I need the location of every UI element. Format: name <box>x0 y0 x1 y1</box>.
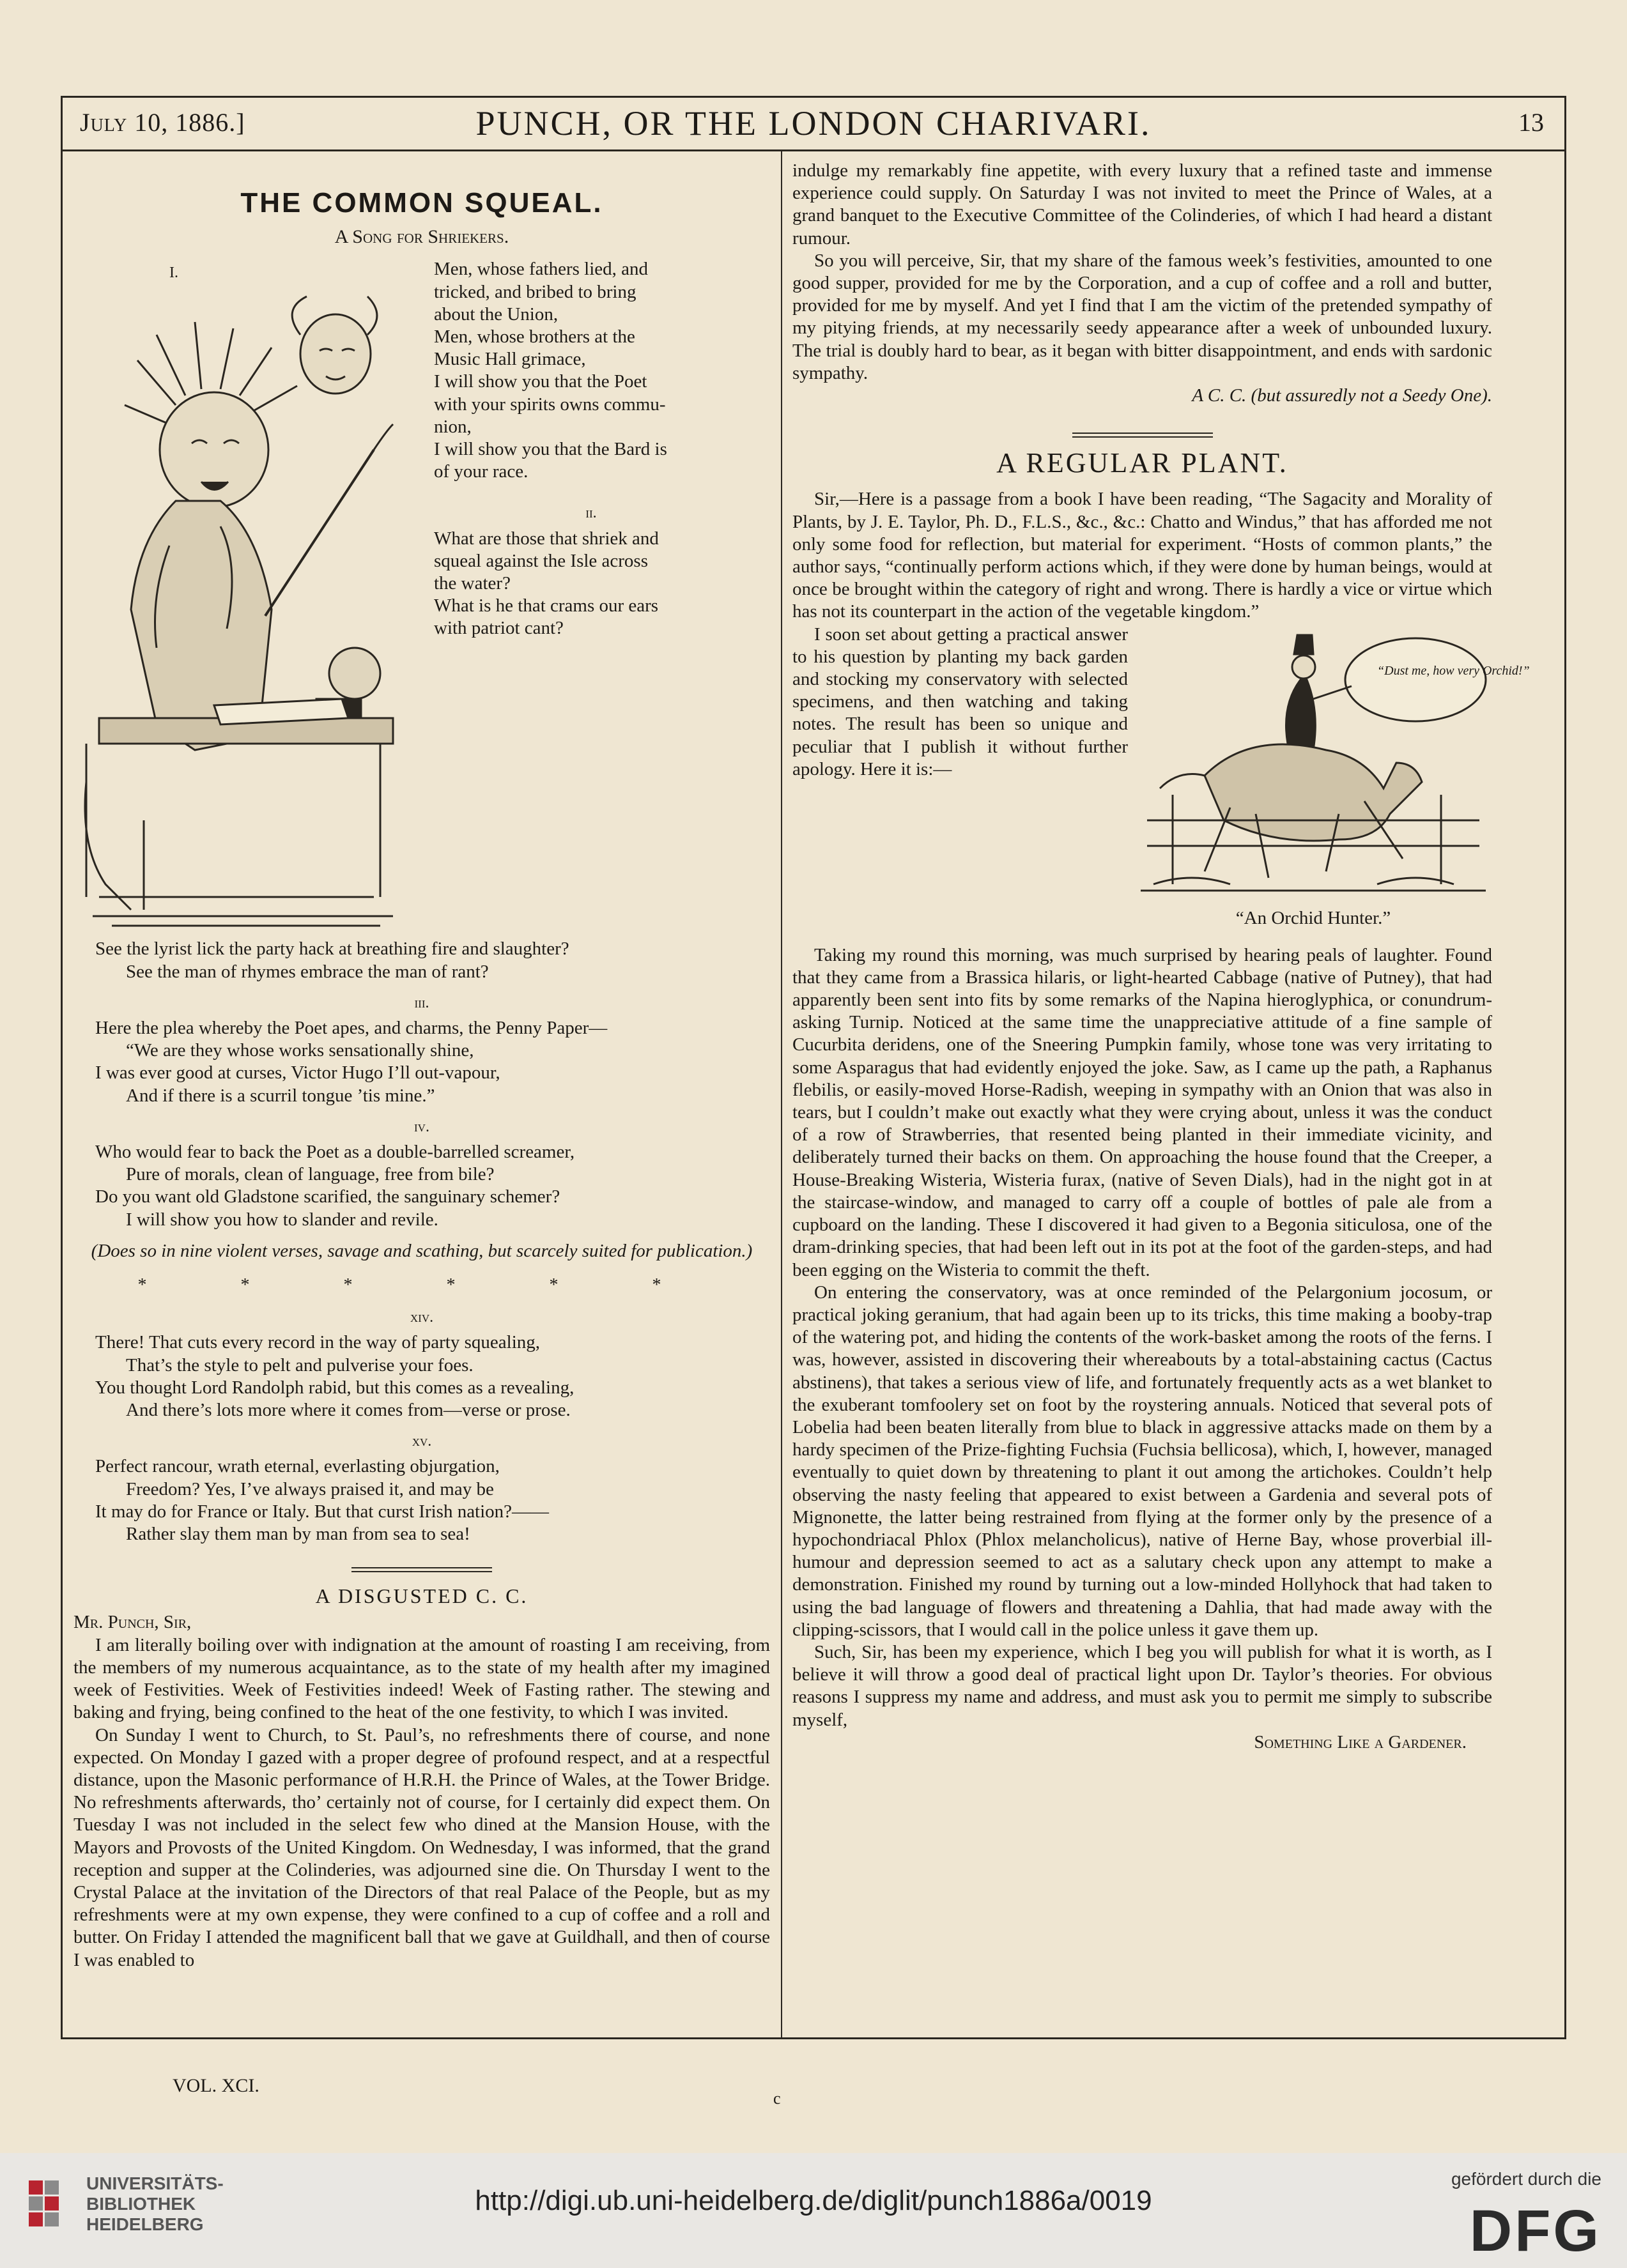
issue-date: July 10, 1886.] <box>80 108 245 137</box>
stanza4-line: Pure of morals, clean of language, free from bile? <box>126 1164 495 1185</box>
disgusted-paragraph: On Sunday I went to Church, to St. Paul’s, no refreshments there of course, and none expected. On Monday I gazed with a proper degree of profound respect, and at a respectful distance, upon the Masonic performance of H.R.H. the Prince of Wales, at the Tower Bridge. No refreshments afterwards, tho’ certainly not of course, for I certainly did expect them. On Tuesday I was not included in the select few who dined at the Mansion House, with the Mayors and Provosts of the United Kingdom. On Wednesday, I was informed, that the grand reception and supper at the Colinderies, was adjourned sine die. On Thursday I went to the Crystal Palace at the invitation of the Directors of that real Palace of the People, but as my refreshments were at my own expense, they were confined to a cup of coffee and a roll and butter. On Friday I attended the magnificent ball that we gave at Guildhall, and then of course I was enabled to <box>73 1724 770 1970</box>
stanza-num-15: xv. <box>412 1433 432 1450</box>
stanza1-line: of your race. <box>434 461 528 482</box>
section-divider <box>1072 433 1213 438</box>
stanza2-line: What is he that crams our ears <box>434 595 659 617</box>
stanza-num-1: I. <box>169 264 178 282</box>
stanza1-line: Music Hall grimace, <box>434 349 586 370</box>
plant-paragraph: Such, Sir, has been my experience, which I beg you will publish for what it is worth, as I believe it will throw a good deal of practical light upon Dr. Taylor’s theories. For obvious reasons I suppress my name and address, and must ask you to permit me simply to subscribe myself, <box>792 1641 1492 1730</box>
disgusted-signature: A C. C. (but assuredly not a Seedy One). <box>1192 385 1492 406</box>
stanza15-line: Perfect rancour, wrath eternal, everlasting objurgation, <box>95 1456 500 1477</box>
disgusted-paragraph: I am literally boiling over with indignation at the amount of roasting I am receiving, from the members of my numerous acquaintance, as to the state of my health after my imagined week of Festivities. Week of Festivities indeed! Week of Fasting rather. The stewing and baking and frying, being confined to the heat of the one festivity, to which I was invited. <box>73 1634 770 1723</box>
stanza1-line: nion, <box>434 416 472 437</box>
stanza2-line: What are those that shriek and <box>434 528 659 549</box>
stanza-num-2: ii. <box>585 505 597 522</box>
stanza1-line: about the Union, <box>434 303 559 325</box>
squeal-subtitle: A Song for Shriekers. <box>334 226 509 248</box>
masthead-title: PUNCH, OR THE LONDON CHARIVARI. <box>475 104 1152 142</box>
stanza14-line: There! That cuts every record in the way of party squealing, <box>95 1332 540 1353</box>
stanza1-line: I will show you that the Poet <box>434 371 647 392</box>
stanza2-line: See the man of rhymes embrace the man of rant? <box>126 961 489 982</box>
stanza4-line: Who would fear to back the Poet as a double-barrelled screamer, <box>95 1142 575 1163</box>
stanza-num-14: xiv. <box>410 1309 434 1326</box>
page-number: 13 <box>1518 108 1544 137</box>
plant-paragraph: Taking my round this morning, was much surprised by hearing peals of laughter. Found that they came from a Brassica hilaris, or light-hearted Cabbage (native of Putney), that had apparently been sent into fits by some remarks of the Napina hieroglyphica, or conundrum-asking Turnip. Noticed at the same time the unappreciative attitude of a fine sample of Cucurbita deridens, one of the Sneering Pumpkin family, whose tone was very irritating to some Asparagus that had evidently enjoyed the joke. Saw, as I came up the path, a Raphanus flebilis, or easily-moved Horse-Radish, weeping in sympathy with an Onion that was also in tears, but I couldn’t make out exactly what they were crying about, unless it was the conduct of a row of Strawberries, that resented being planted in their immediate vicinity, and deliberately turned their backs on them. On approaching the house found that the Creeper, a House-Breaking Wisteria, Wisteria furax, (native of Seven Dials), had in the night got in at the staircase-window, and managed to carry off a couple of bottles of pale ale from a cupboard on the landing. These I discovered it had given to a Begonia siticulosa, one of the dram-drinking species, that had been left out in its pot at the foot of the garden-steps, and had been egging on the Wisteria to commit the theft. <box>792 944 1492 1280</box>
stanza1-line: Men, whose fathers lied, and <box>434 259 649 280</box>
stanza3-line: And if there is a scurril tongue ’tis mine.” <box>126 1085 435 1106</box>
disgusted-continued: So you will perceive, Sir, that my share of the famous week’s festivities, amounted to one good supper, provided for me by the Corporation, and a cup of coffee and a roll and butter, provided for me by myself. And yet I find that I am the victim of the pretended sympathy of my pitying friends, at my necessarily seedy appearance after a week of unbounded luxury. The trial is doubly hard to bear, as it began with bitter disappointment, and ends with sardonic sympathy. <box>792 250 1492 383</box>
column-divider <box>781 151 782 2039</box>
header-rule <box>61 149 1566 151</box>
plant-title: A REGULAR PLANT. <box>996 447 1288 479</box>
library-name: UNIVERSITÄTS- BIBLIOTHEK HEIDELBERG <box>86 2173 224 2234</box>
stanza3-line: I was ever good at curses, Victor Hugo I’ll out-vapour, <box>95 1062 500 1084</box>
shrieking-poet-illustration <box>73 258 406 935</box>
editorial-note: (Does so in nine violent verses, savage and scathing, but scarcely suited for publication.) <box>91 1240 753 1261</box>
funding-caption: gefördert durch die <box>1451 2169 1601 2189</box>
stanza15-line: Rather slay them man by man from sea to sea! <box>126 1524 470 1545</box>
stanza1-line: with your spirits owns commu- <box>434 394 666 415</box>
stanza4-line: Do you want old Gladstone scarified, the sanguinary schemer? <box>95 1186 560 1207</box>
squeal-title: THE COMMON SQUEAL. <box>240 187 603 218</box>
right-column <box>792 160 1530 1754</box>
orchid-hunter-illustration <box>1134 629 1530 935</box>
stanza14-line: And there’s lots more where it comes from—verse or prose. <box>126 1400 571 1421</box>
stanza15-line: It may do for France or Italy. But that curst Irish nation?—— <box>95 1501 550 1522</box>
page-header <box>61 96 1566 150</box>
plant-signature: Something Like a Gardener. <box>1254 1731 1467 1752</box>
stanza1-line: Men, whose brothers at the <box>434 326 635 348</box>
speech-balloon-text: “Dust me, how very Orchid!” <box>1377 663 1530 678</box>
source-url-link[interactable]: http://digi.ub.uni-heidelberg.de/diglit/punch1886a/0019 <box>475 2185 1152 2216</box>
dfg-logo: DFG <box>1469 2198 1601 2264</box>
stanza2-line: See the lyrist lick the party hack at breathing fire and slaughter? <box>95 939 569 960</box>
stanza15-line: Freedom? Yes, I’ve always praised it, and may be <box>126 1478 494 1499</box>
volume-number: VOL. XCI. <box>173 2075 259 2096</box>
stanza-num-4: iv. <box>414 1118 429 1135</box>
stanza2-line: squeal against the Isle across <box>434 550 649 571</box>
stanza14-line: You thought Lord Randolph rabid, but this comes as a revealing, <box>95 1377 574 1398</box>
stanza3-line: “We are they whose works sensationally shine, <box>126 1040 474 1061</box>
stanza4-line: I will show you how to slander and revile. <box>126 1209 438 1230</box>
stanza-num-3: iii. <box>414 994 429 1011</box>
plant-paragraph: On entering the conservatory, was at once reminded of the Pelargonium jocosum, or practical joking geranium, that had again been up to its tricks, this time making a booby-trap of the watering pot, and hiding the contents of the work-basket among the roots of the ferns. I was, however, assisted in discovering their whereabouts by a total-abstaining cactus (Cactus abstinens), that takes a serious view of life, and fortunately frequently acts as a wet blanket to the exuberant tomfoolery set on foot by the roystering annuals. Noticed that several pots of Lobelia had been beaten literally from blue to black in aggressive attacks made on them by a hardy specimen of the Prize-fighting Fuchsia (Fuchsia bellicosa), which, I, however, managed eventually to quiet down by threatening to plant it out among the artichokes. Couldn’t help observing the nasty feeling that appeared to exist between a Gardenia and several pots of Mignonette, the latter being restrained from flying at the former only by the presence of a hypochondriacal Phlox (Phlox melancholicus), native of Herne Bay, whose proverbial ill-humour and depression seemed to act as a salutary check upon any attempt to make a demonstration. Finished my round by turning out a low-minded Hollyhock that had taken to using the bad language of flowers and threatening a Dahlia, that had made away with the clipping-scissors, that I would call in the police unless it gave them up. <box>792 1282 1492 1640</box>
disgusted-title: A DISGUSTED C. C. <box>315 1584 528 1608</box>
stanza1-line: I will show you that the Bard is <box>434 439 667 460</box>
plant-intro: Sir,—Here is a passage from a book I have been reading, “The Sagacity and Morality of Plants, by J. E. Taylor, Ph. D., F.L.S., &c., &c.: Chatto and Windus,” that has afforded me not only some food for reflection, but material for experiment. “Hosts of common plants,” the author says, “continually perform actions which, if they were done by human beings, would at once be brought within the category of right and wrong. There is hardly a vice or virtue which has not its counterpart in the action of the vegetable kingdom.” <box>792 489 1492 622</box>
stanza2-line: the water? <box>434 573 511 594</box>
section-stars: * * * * * * <box>137 1275 706 1296</box>
stanza14-line: That’s the style to pelt and pulverise your foes. <box>126 1354 474 1375</box>
left-column <box>73 160 770 1972</box>
plant-paragraph: I soon set about getting a practical answer to his question by planting my back garden and stocking my conservatory with selected specimens, and then watching and taking notes. The result has been so unique and peculiar that I publish it without further apology. Here it is:— <box>792 624 1128 779</box>
section-divider <box>351 1567 492 1572</box>
signature-mark: c <box>773 2089 781 2108</box>
stanza3-line: Here the plea whereby the Poet apes, and charms, the Penny Paper— <box>95 1018 608 1039</box>
disgusted-salutation: Mr. Punch, Sir, <box>73 1612 192 1633</box>
stanza2-line: with patriot cant? <box>434 618 564 639</box>
disgusted-continued: indulge my remarkably fine appetite, with every luxury that a refined taste and immense experience could supply. On Saturday I was not invited to meet the Prince of Wales, at a grand banquet to the Executive Committee of the Colinderies, of which I had heard a distant rumour. <box>792 160 1492 249</box>
illustration-caption: “An Orchid Hunter.” <box>1235 907 1391 928</box>
stanza1-line: tricked, and bribed to bring <box>434 281 636 302</box>
